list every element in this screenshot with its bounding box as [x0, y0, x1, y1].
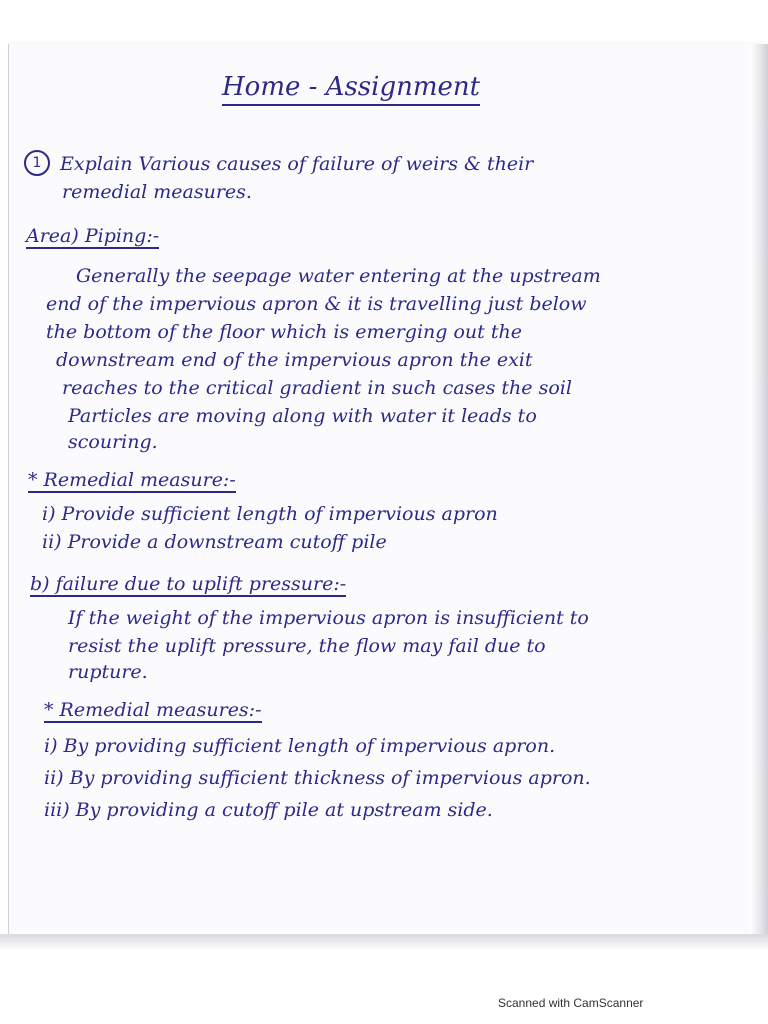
section-b-para-line-1: If the weight of the impervious apron is insufficient to [68, 607, 589, 629]
section-a-para-line-5: reaches to the critical gradient in such cases the soil [62, 377, 572, 399]
section-b-remedial-item-2: ii) By providing sufficient thickness of impervious apron. [44, 767, 591, 789]
section-a-remedial-item-2: ii) Provide a downstream cutoff pile [42, 531, 387, 553]
scanner-watermark: Scanned with CamScanner [498, 996, 644, 1010]
section-a-para-line-7: scouring. [68, 431, 158, 453]
section-b-heading [30, 570, 346, 598]
section-b-para-line-2: resist the uplift pressure, the flow may fail due to [68, 635, 546, 657]
section-a-para-line-1: Generally the seepage water entering at the upstream [76, 265, 601, 287]
section-a-para-line-2: end of the impervious apron & it is travelling just below [46, 293, 587, 315]
section-b-remedial-heading [44, 696, 262, 724]
section-a-para-line-4: downstream end of the impervious apron the exit [56, 349, 533, 371]
section-b-para-line-3: rupture. [68, 661, 148, 683]
question-number: 1 [24, 150, 50, 176]
section-a-remedial-heading-text: * Remedial measure:- [28, 469, 236, 491]
question-line-2: remedial measures. [62, 181, 252, 203]
section-b-remedial-item-1: i) By providing sufficient length of impervious apron. [44, 735, 556, 757]
page-title: Home - Assignment [222, 70, 480, 106]
question-line-1: Explain Various causes of failure of weirs & their [60, 153, 534, 175]
section-a-heading-text: Area) Piping:- [26, 225, 160, 247]
section-a-remedial-item-1: i) Provide sufficient length of impervious apron [42, 503, 498, 525]
page-bottom-edge [0, 934, 768, 950]
page-edge-shadow [750, 44, 768, 944]
section-a-remedial-heading [28, 466, 236, 494]
section-b-remedial-heading-text: * Remedial measures:- [44, 699, 262, 721]
section-a-para-line-3: the bottom of the floor which is emerging out the [46, 321, 522, 343]
section-a-para-line-6: Particles are moving along with water it leads to [68, 405, 537, 427]
section-a-heading [26, 222, 159, 250]
section-b-heading-text: b) failure due to uplift pressure:- [30, 573, 347, 595]
section-b-remedial-item-3: iii) By providing a cutoff pile at upstream side. [44, 799, 493, 821]
